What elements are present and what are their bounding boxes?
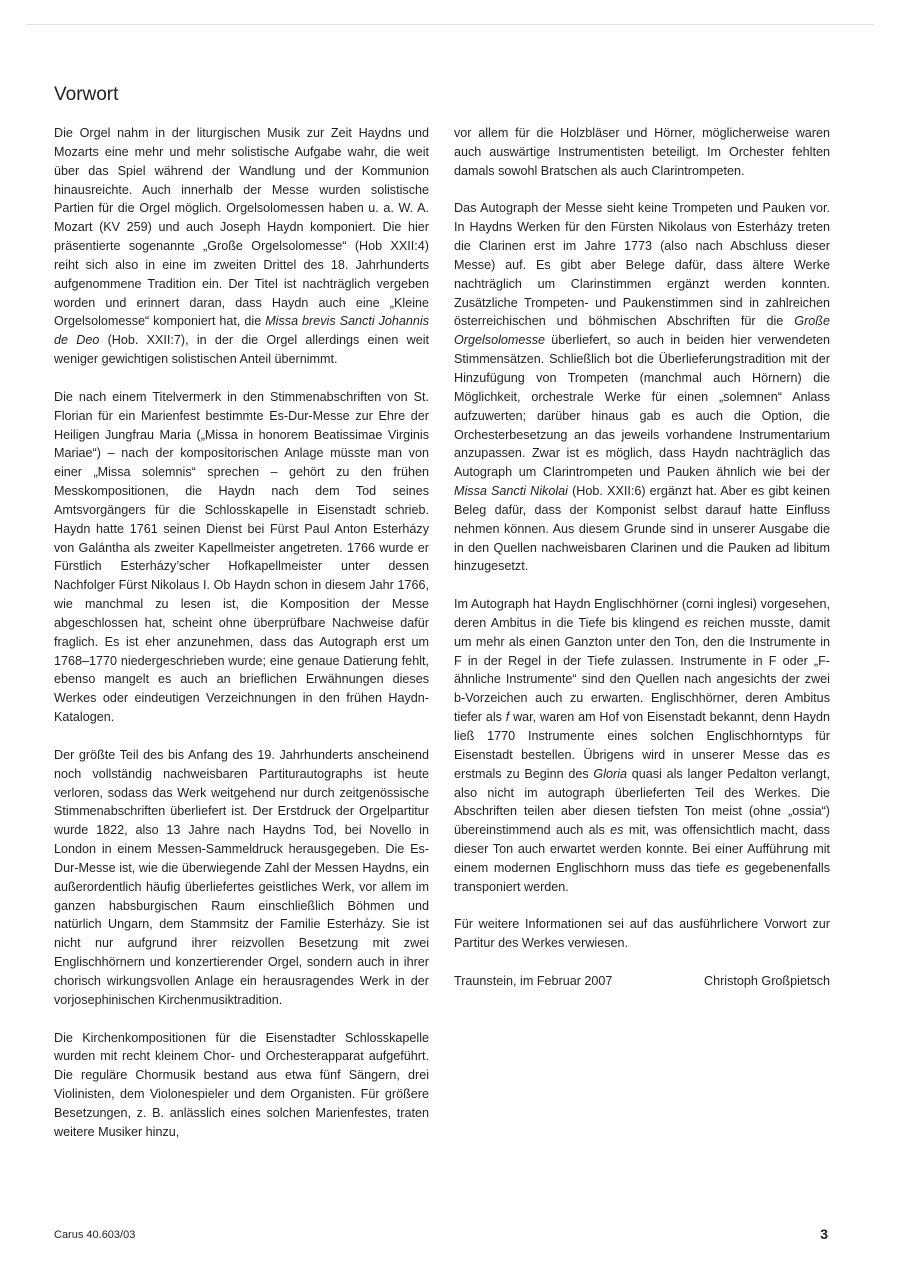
signature-author: Christoph Großpietsch bbox=[704, 973, 830, 988]
signature bbox=[454, 972, 830, 991]
signature-place-date: Traunstein, im Februar 2007 bbox=[454, 973, 613, 988]
italic-text: es bbox=[610, 823, 624, 838]
italic-text: f bbox=[505, 710, 510, 725]
paragraph bbox=[54, 1029, 429, 1142]
paragraph bbox=[54, 388, 429, 727]
text-run: Die Kirchenkompositionen für die Eisenstadter Schlosskapelle wurden mit recht kleinem Chor- und Orchesterapparat aufgeführt. Die reguläre Chormusik bestand aus etwa fünf Sängern, drei Violinisten, dem Violonespieler und dem Organisten. Für größere Besetzungen, z. B. anlässlich eines solchen Marienfestes, traten weitere Musiker hinzu, bbox=[54, 1030, 429, 1139]
text-run: Der größte Teil des bis Anfang des 19. Jahrhunderts anscheinend noch vollständig nachweisbaren Partiturautographs ist heute verloren, sodass das Werk weitgehend nur durch zeitgenössische Stimmenabschriften überliefert ist. Der Erstdruck der Orgelpartitur wurde 1822, also 13 Jahre nach Haydns Tod, bei Novello in London in einem Messen-Sammeldruck herausgegeben. Die Es-Dur-Messe ist, wie die überwiegende Zahl der Messen Haydns, ein außerordentlich häufig überliefertes geistliches Werk, vor allem im ganzen habsburgischen Raum einschließlich Böhmen und natürlich Ungarn, dem Stammsitz der Familie Esterházy. Sie ist nicht nur aufgrund ihrer reizvollen Besetzung mit zwei Englischhörnern und konzertierender Orgel, sondern auch in ihrer chorisch wirkungsvollen Anlage ein herausragendes Werk in der vorjosephinischen Kirchenmusiktradition. bbox=[54, 747, 429, 1007]
text-run: mit, was offensichtlich macht, dass dieser Ton auch erwartet werden konnte. Bei einer Aufführung mit einem modernen Englischhorn muss das tiefe bbox=[454, 823, 830, 875]
catalog-number: Carus 40.603/03 bbox=[54, 1229, 136, 1241]
text-run: war, waren am Hof von Eisenstadt bekannt, denn Haydn ließ 1770 Instrumente eines solchen Englischhorntyps für Eisenstadt bestellen. Übrigens wird in unserer Messe das bbox=[454, 710, 830, 762]
italic-text: Missa brevis Sancti Johannis de Deo bbox=[54, 314, 429, 348]
paragraph bbox=[54, 746, 429, 1010]
paragraph bbox=[454, 199, 830, 576]
page-number: 3 bbox=[820, 1226, 828, 1242]
text-run: reichen musste, damit um mehr als einen Ganzton unter den Ton, den die Instrumente in F in der Regel in der Tiefe zulassen. Instrumente in F oder „F-ähnliche Instrumente“ sind den Quellen nach angesichts der zwei b-Vorzeichen auch zu erwarten. Englischhörner, deren Ambitus tiefer als bbox=[454, 615, 830, 725]
italic-text: es bbox=[684, 615, 699, 630]
text-run: gegebenenfalls transponiert werden. bbox=[454, 860, 830, 894]
text-run: Für weitere Informationen sei auf das ausführlichere Vorwort zur Partitur des Werkes verwiesen. bbox=[454, 917, 830, 951]
text-run: Die nach einem Titelvermerk in den Stimmenabschriften von St. Florian für ein Marienfest bestimmte Es-Dur-Messe zur Ehre der Heiligen Jungfrau Maria („Missa in honorem Beatissimae Virginis Mariae“) – nach der kompositorischen Anlage müsste man von einer „Missa solemnis“ sprechen – gehört zu den frühen Messkompositionen, die Haydn nach dem Tod seines Amtsvorgängers für die Schlosskapelle in Eisenstadt schrieb. Haydn hatte 1761 seinen Dienst bei Fürst Paul Anton Esterházy von Galántha als zweiter Kapellmeister angetreten. 1766 wurde er Fürstlich Esterházy’scher Hofkapellmeister unter dessen Nachfolger Fürst Nikolaus I. Ob Haydn schon in diesem Jahr 1766, wie manchmal zu lesen ist, die Komposition der Messe abgeschlossen hat, scheint ohne überprüfbare Nachweise dafür fraglich. Es ist eher anzunehmen, dass das Autograph erst um 1768–1770 niedergeschrieben wurde; eine genaue Datierung fehlt, ebenso mangelt es auch an brieflichen Erwähnungen dieses Werkes oder eindeutigen Verzeichnungen in den frühen Haydn-Katalogen. bbox=[54, 389, 429, 725]
paragraph bbox=[454, 124, 830, 181]
top-rule bbox=[26, 24, 874, 25]
text-run: quasi als langer Pedalton verlangt, also nicht im autograph überlieferten Teil des Werkes. Die Abschriften teilen aber diesen tiefsten Ton meist (ohne „ossia“) übereinstimmend auch als bbox=[454, 766, 830, 838]
text-run: erstmals zu Beginn des bbox=[454, 766, 594, 781]
italic-text: es bbox=[816, 747, 830, 762]
text-run: vor allem für die Holzbläser und Hörner, möglicherweise waren auch auswärtige Instrumentisten beteiligt. Im Orchester fehlten damals sowohl Bratschen als auch Clarintrompeten. bbox=[454, 126, 830, 178]
text-run: überliefert, so auch in beiden hier verwendeten Stimmensätzen. Schließlich bot die Überlieferungstradition mit der Hinzufügung von Trompeten (manchmal auch Hörnern) die Möglichkeit, orchestrale Werke für einen „solemnen“ Anlass aufzuwerten; darüber hinaus gab es auch die Option, die Orchesterbesetzung an das jeweils vorhandene Instrumentarium anzupassen. Zwar ist es möglich, dass Haydn nachträglich das Autograph um Clarintrompeten und Pauken ähnlich wie bei der bbox=[454, 333, 830, 480]
text-run: (Hob. XXII:6) ergänzt hat. Aber es gibt keinen Beleg dafür, dass der Komponist selbst darauf hatte Einfluss nehmen können. Aus diesem Grunde sind in unserer Ausgabe die in den Quellen nachweisbaren Clarinen und die Pauken ad libitum hinzugesetzt. bbox=[454, 484, 830, 574]
text-run: (Hob. XXII:7), in der die Orgel allerdings einen weit weniger gewichtigen solistischen Anteil übernimmt. bbox=[54, 333, 429, 367]
italic-text: es bbox=[725, 860, 739, 875]
text-run: Die Orgel nahm in der liturgischen Musik zur Zeit Haydns und Mozarts eine mehr und mehr solistische Aufgabe wahr, die weit über das Spiel während der Wandlung und der Kommunion hinausreichte. Auch innerhalb der Messe wurden solistische Partien für die Orgel möglich. Orgelsolomessen haben u. a. W. A. Mozart (KV 259) und auch Joseph Haydn komponiert. Die hier präsentierte sogenannte „Große Orgelsolomesse“ (Hob XXII:4) reiht sich also in eine im zweiten Drittel des 18. Jahrhunderts aufgenommene Tradition ein. Der Titel ist nachträglich vergeben worden und erinnert daran, dass Haydn auch eine „Kleine Orgelsolomesse“ komponiert hat, die bbox=[54, 126, 429, 329]
right-column bbox=[454, 124, 830, 991]
text-run: Im Autograph hat Haydn Englischhörner (corni inglesi) vorgesehen, deren Ambitus in die Tiefe bis klingend bbox=[454, 597, 830, 630]
text-run: Das Autograph der Messe sieht keine Trompeten und Pauken vor. In Haydns Werken für den Fürsten Nikolaus von Esterházy treten die Clarinen erst im Jahre 1773 (also nach Abschluss dieser Messe) auf. Es gibt aber Belege dafür, dass ältere Werke nachträglich um Clarinstimmen ergänzt werden konnten. Zusätzliche Trompeten- und Paukenstimmen sind in zahlreichen österreichischen und böhmischen Abschriften für die bbox=[454, 201, 830, 329]
paragraph bbox=[454, 915, 830, 953]
page-title: Vorwort bbox=[54, 84, 119, 105]
italic-text: Große Orgelsolomesse bbox=[454, 314, 830, 348]
paragraph bbox=[54, 124, 429, 369]
italic-text: Missa Sancti Nikolai bbox=[454, 484, 568, 499]
paragraph bbox=[454, 595, 830, 897]
left-column bbox=[54, 124, 429, 1202]
italic-text: Gloria bbox=[593, 766, 627, 781]
